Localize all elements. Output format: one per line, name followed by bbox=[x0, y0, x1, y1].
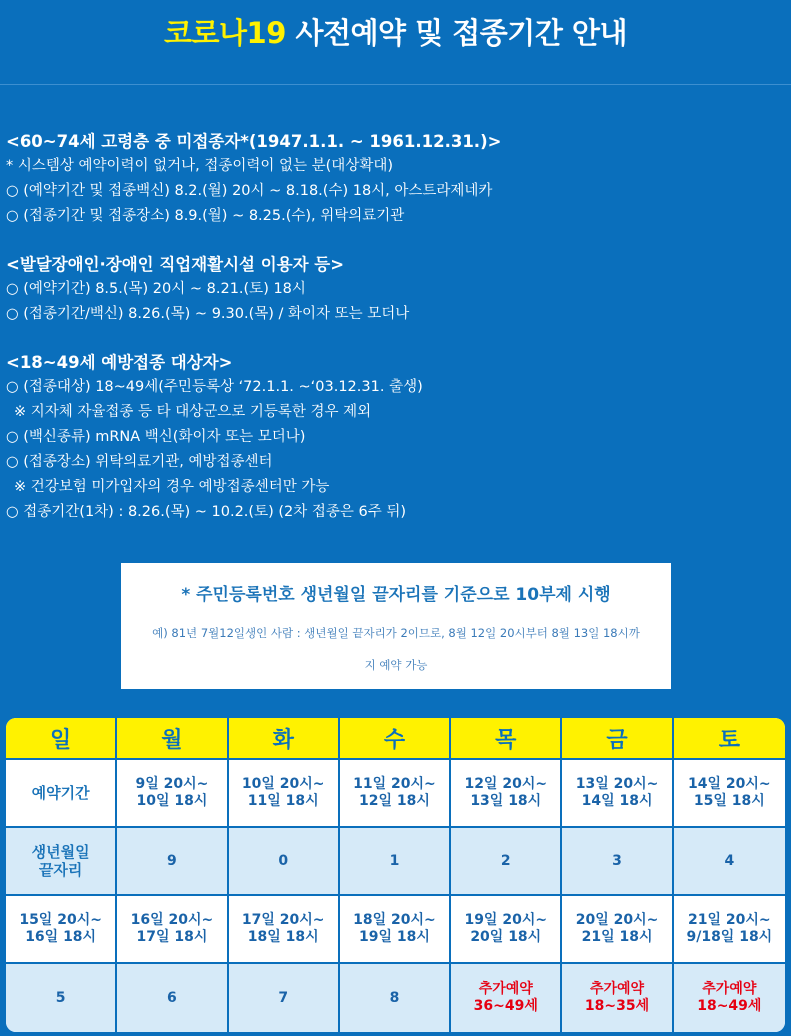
period-cell bbox=[229, 760, 340, 828]
weekday-tue: 화 bbox=[229, 718, 340, 760]
period-cell bbox=[562, 760, 673, 828]
period-cell bbox=[674, 760, 785, 828]
section-line: ○ (접종기간/백신) 8.26.(목) ~ 9.30.(목) / 화이자 또는 모더나 bbox=[6, 306, 410, 322]
period-cell bbox=[562, 896, 673, 964]
section-line: ○ 접종기간(1차) : 8.26.(목) ~ 10.2.(토) (2차 접종은 6주 뒤) bbox=[6, 504, 406, 520]
weekday-wed: 수 bbox=[340, 718, 451, 760]
period-start: 21일 20시~ bbox=[688, 912, 771, 928]
birth-digit-cell: 5 bbox=[6, 964, 117, 1032]
extra-reservation-cell bbox=[562, 964, 673, 1032]
period-cell bbox=[117, 896, 228, 964]
section-disabled bbox=[6, 253, 786, 327]
row-label-reservation-period: 예약기간 bbox=[6, 760, 117, 828]
page-title bbox=[0, 0, 791, 52]
birth-digit-cell: 2 bbox=[451, 828, 562, 896]
title-bar bbox=[0, 0, 791, 85]
extra-reservation-label: 추가예약 bbox=[589, 981, 645, 997]
period-end: 9/18일 18시 bbox=[686, 929, 773, 945]
notice-main-text: * 주민등록번호 생년월일 끝자리를 기준으로 10부제 시행 bbox=[181, 585, 611, 605]
birth-digit-cell: 9 bbox=[117, 828, 228, 896]
period-start: 13일 20시~ bbox=[575, 776, 659, 792]
period-start: 18일 20시~ bbox=[353, 912, 436, 928]
period-end: 15일 18시 bbox=[693, 793, 765, 809]
period-end: 16일 18시 bbox=[25, 929, 97, 945]
birth-digit-cell: 3 bbox=[562, 828, 673, 896]
birth-digit-label-line1: 생년월일 bbox=[31, 843, 90, 861]
extra-reservation-cell bbox=[451, 964, 562, 1032]
section-elderly bbox=[6, 130, 786, 229]
period-start: 19일 20시~ bbox=[464, 912, 548, 928]
birth-digit-cell: 0 bbox=[229, 828, 340, 896]
notice-box bbox=[121, 563, 671, 689]
period-end: 10일 18시 bbox=[136, 793, 208, 809]
period-cell bbox=[674, 896, 785, 964]
weekday-fri: 금 bbox=[562, 718, 673, 760]
section-line: ○ (백신종류) mRNA 백신(화이자 또는 모더나) bbox=[6, 429, 306, 445]
birth-digit-cell: 7 bbox=[229, 964, 340, 1032]
weekday-thu: 목 bbox=[451, 718, 562, 760]
period-cell bbox=[451, 896, 562, 964]
extra-reservation-label: 추가예약 bbox=[702, 981, 757, 997]
period-cell bbox=[340, 896, 451, 964]
period-cell bbox=[6, 896, 117, 964]
birth-digit-label-line2: 끝자리 bbox=[38, 861, 83, 879]
extra-reservation-label: 추가예약 bbox=[478, 981, 533, 997]
birth-digit-cell: 8 bbox=[340, 964, 451, 1032]
period-start: 11일 20시~ bbox=[353, 776, 436, 792]
birth-digit-cell: 1 bbox=[340, 828, 451, 896]
page-title-rest: 사전예약 및 접종기간 안내 bbox=[285, 16, 627, 50]
section-heading: <60~74세 고령층 중 미접종자*(1947.1.1. ~ 1961.12.31.)> bbox=[6, 132, 502, 151]
extra-reservation-age: 18~49세 bbox=[697, 998, 762, 1014]
weekday-header-row bbox=[6, 718, 785, 760]
week1-digit-row bbox=[6, 828, 785, 896]
period-end: 19일 18시 bbox=[359, 929, 430, 945]
week1-period-row bbox=[6, 760, 785, 828]
period-start: 16일 20시~ bbox=[130, 912, 214, 928]
period-end: 13일 18시 bbox=[470, 793, 542, 809]
period-end: 20일 18시 bbox=[470, 929, 542, 945]
period-start: 12일 20시~ bbox=[464, 776, 548, 792]
period-start: 10일 20시~ bbox=[241, 776, 325, 792]
info-content bbox=[6, 130, 786, 549]
period-end: 11일 18시 bbox=[247, 793, 319, 809]
period-start: 17일 20시~ bbox=[241, 912, 325, 928]
period-cell bbox=[229, 896, 340, 964]
section-line: ○ (접종장소) 위탁의료기관, 예방접종센터 bbox=[6, 454, 273, 470]
section-heading: <발달장애인·장애인 직업재활시설 이용자 등> bbox=[6, 255, 345, 274]
section-line: ○ (접종대상) 18~49세(주민등록상 ‘72.1.1. ~‘03.12.31. 출생) bbox=[6, 379, 423, 395]
section-18-49 bbox=[6, 351, 786, 525]
weekday-mon: 월 bbox=[117, 718, 228, 760]
week2-digit-row bbox=[6, 964, 785, 1032]
period-start: 9일 20시~ bbox=[135, 776, 209, 792]
weekday-sun: 일 bbox=[6, 718, 117, 760]
page-title-highlight: 코로나19 bbox=[164, 16, 286, 50]
period-start: 20일 20시~ bbox=[575, 912, 659, 928]
section-note: ※ 건강보험 미가입자의 경우 예방접종센터만 가능 bbox=[14, 479, 330, 495]
section-heading: <18~49세 예방접종 대상자> bbox=[6, 353, 233, 372]
period-end: 12일 18시 bbox=[359, 793, 430, 809]
birth-digit-cell: 6 bbox=[117, 964, 228, 1032]
section-note: ※ 지자체 자율접종 등 타 대상군으로 기등록한 경우 제외 bbox=[14, 404, 372, 420]
notice-example-text: 예) 81년 7월12일생인 사람 : 생년월일 끝자리가 2이므로, 8월 12일 20시부터 8월 13일 18시까지 예약 가능 bbox=[152, 626, 640, 672]
period-cell bbox=[340, 760, 451, 828]
row-label-birth-digit bbox=[6, 828, 117, 896]
period-end: 17일 18시 bbox=[136, 929, 208, 945]
period-end: 21일 18시 bbox=[581, 929, 653, 945]
week2-period-row bbox=[6, 896, 785, 964]
reservation-calendar bbox=[6, 718, 785, 1032]
extra-reservation-age: 18~35세 bbox=[584, 998, 650, 1014]
period-cell bbox=[451, 760, 562, 828]
section-line: * 시스템상 예약이력이 없거나, 접종이력이 없는 분(대상확대) bbox=[6, 158, 393, 174]
extra-reservation-cell bbox=[674, 964, 785, 1032]
period-start: 14일 20시~ bbox=[688, 776, 771, 792]
birth-digit-cell: 4 bbox=[674, 828, 785, 896]
section-line: ○ (예약기간) 8.5.(목) 20시 ~ 8.21.(토) 18시 bbox=[6, 281, 306, 297]
period-start: 15일 20시~ bbox=[19, 912, 102, 928]
period-end: 18일 18시 bbox=[247, 929, 319, 945]
extra-reservation-age: 36~49세 bbox=[473, 998, 538, 1014]
period-cell bbox=[117, 760, 228, 828]
weekday-sat: 토 bbox=[674, 718, 785, 760]
section-line: ○ (접종기간 및 접종장소) 8.9.(월) ~ 8.25.(수), 위탁의료기관 bbox=[6, 208, 405, 224]
period-end: 14일 18시 bbox=[581, 793, 653, 809]
section-line: ○ (예약기간 및 접종백신) 8.2.(월) 20시 ~ 8.18.(수) 18시, 아스트라제네카 bbox=[6, 183, 493, 199]
